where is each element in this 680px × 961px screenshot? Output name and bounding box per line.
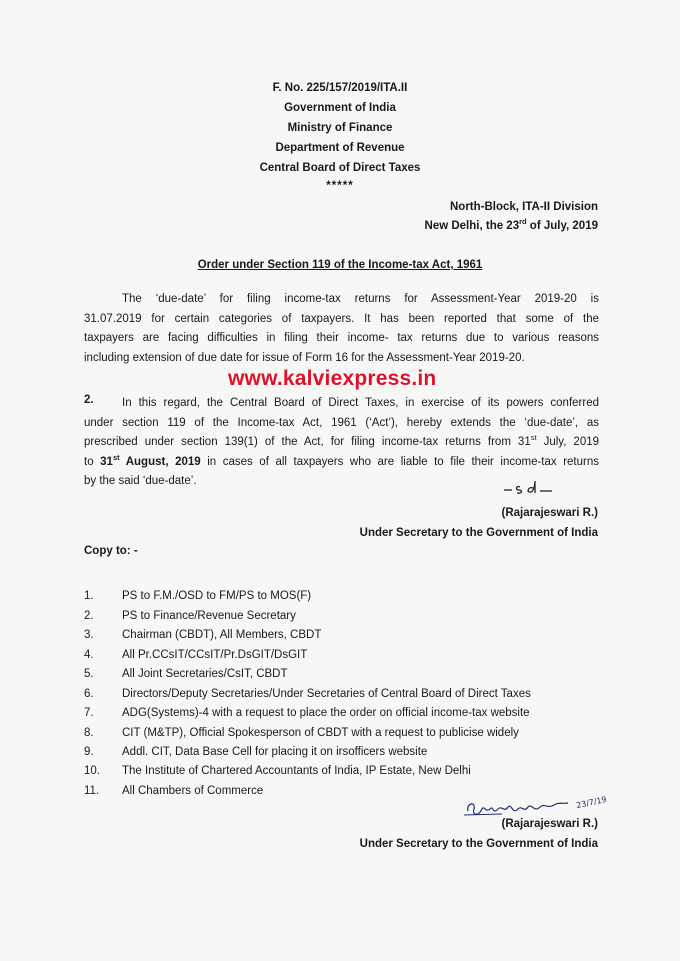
para1-line: The ‘due-date’ for filing income-tax returns for Assessment-Year 2019-20 is: [122, 293, 599, 305]
list-number: 2.: [84, 610, 94, 622]
para2-text: July, 2019: [536, 436, 600, 449]
header-department: Department of Revenue: [275, 142, 405, 154]
list-text: The Institute of Chartered Accountants of India, IP Estate, New Delhi: [122, 765, 471, 777]
list-number: 4.: [84, 649, 94, 661]
signatory-name-1: (Rajarajeswari R.): [501, 507, 598, 519]
para2-line: [84, 433, 599, 453]
copy-to-heading: Copy to: -: [84, 545, 138, 557]
list-number: 6.: [84, 688, 94, 700]
para2-number: 2.: [84, 394, 94, 406]
list-number: 11.: [84, 785, 100, 797]
para2-text: in cases of all taxpayers who are liable to file their income-tax returns: [200, 455, 599, 468]
para2-line: by the said ‘due-date’.: [84, 475, 197, 488]
signature-date: 23/7/19: [575, 794, 608, 811]
list-text: All Chambers of Commerce: [122, 785, 264, 797]
list-number: 3.: [84, 629, 94, 641]
para1-line: taxpayers are facing difficulties in filing their income- tax returns due to various reasons: [84, 332, 599, 345]
signatory-designation-2: Under Secretary to the Government of India: [359, 838, 598, 850]
para1-line: including extension of due date for issue of Form 16 for the Assessment-Year 2019-20.: [84, 351, 525, 364]
para2-line: In this regard, the Central Board of Direct Taxes, in exercise of its powers conferred: [122, 397, 599, 409]
list-text: Chairman (CBDT), All Members, CBDT: [122, 629, 322, 641]
para2-bold: August, 2019: [119, 455, 201, 468]
para2-bold: 31: [100, 455, 113, 468]
para2-text: to: [84, 455, 101, 468]
list-number: 9.: [84, 746, 94, 758]
list-text: Addl. CIT, Data Base Cell for placing it on irsofficers website: [122, 746, 428, 758]
header-ministry: Ministry of Finance: [287, 122, 393, 134]
order-title: Order under Section 119 of the Income-tax Act, 1961: [197, 259, 483, 271]
list-text: CIT (M&TP), Official Spokesperson of CBDT with a request to publicise widely: [122, 727, 519, 739]
date-sup: rd: [519, 217, 527, 227]
list-number: 10.: [84, 765, 100, 777]
list-text: All Pr.CCsIT/CCsIT/Pr.DsGIT/DsGIT: [122, 649, 308, 661]
file-number: F. No. 225/157/2019/ITA.II: [272, 82, 408, 94]
para2-text: prescribed under section 139(1) of the Act, for filing income-tax returns from 31: [84, 436, 531, 449]
address-date: [424, 217, 598, 232]
list-number: 5.: [84, 668, 94, 680]
list-text: Directors/Deputy Secretaries/Under Secretaries of Central Board of Direct Taxes: [122, 688, 531, 700]
para2-line: [84, 453, 599, 473]
list-text: All Joint Secretaries/CsIT, CBDT: [122, 668, 288, 680]
list-number: 8.: [84, 727, 94, 739]
date-prefix: New Delhi, the 23: [424, 220, 520, 232]
signatory-name-2: (Rajarajeswari R.): [501, 818, 598, 830]
signature-sd-mark: [500, 478, 560, 500]
date-suffix: of July, 2019: [526, 220, 598, 232]
para2-sup: st: [530, 433, 537, 443]
address-division: North-Block, ITA-II Division: [449, 201, 598, 213]
para2-sup: st: [112, 452, 120, 462]
list-text: PS to F.M./OSD to FM/PS to MOS(F): [122, 590, 312, 602]
list-text: PS to Finance/Revenue Secretary: [122, 610, 296, 622]
header-board: Central Board of Direct Taxes: [259, 162, 421, 174]
watermark: www.kalviexpress.in: [228, 367, 437, 390]
signatory-designation-1: Under Secretary to the Government of India: [359, 527, 598, 539]
paragraph-2-first: [122, 394, 599, 414]
header-stars: *****: [326, 180, 354, 192]
header-government: Government of India: [284, 102, 396, 114]
list-number: 1.: [84, 590, 94, 602]
list-number: 7.: [84, 707, 94, 719]
paragraph-1: [84, 290, 599, 368]
para2-line: under section 119 of the Income-tax Act, 1961 (‘Act’), hereby extends the ‘due-date’, as: [84, 416, 599, 429]
para1-line: 31.07.2019 for certain categories of taxpayers. It has been reported that some of the: [84, 312, 599, 325]
list-text: ADG(Systems)-4 with a request to place the order on official income-tax website: [122, 707, 530, 719]
